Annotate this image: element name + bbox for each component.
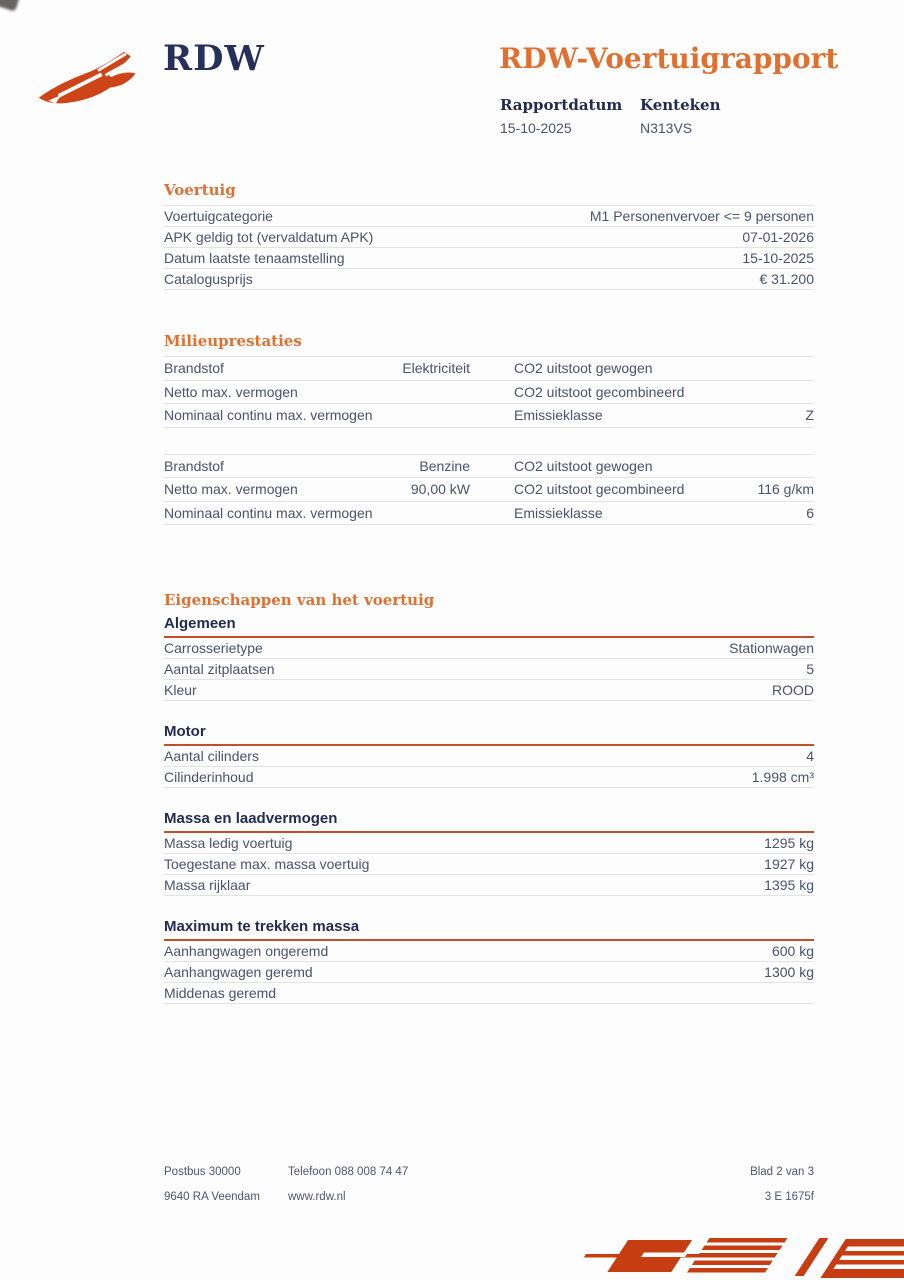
table-row <box>164 962 814 983</box>
rdw-stripes-graphic <box>504 1234 904 1280</box>
row-label: Brandstof <box>164 457 224 474</box>
row-value: 90,00 kW <box>410 481 470 498</box>
row-label: Nominaal continu max. vermogen <box>164 407 373 424</box>
table-row <box>164 502 814 526</box>
row-value: ROOD <box>772 682 814 698</box>
page-title: RDW-Voertuigrapport <box>499 42 839 75</box>
table-row <box>164 941 814 962</box>
row-value: 6 <box>806 504 814 521</box>
row-label: CO2 uitstoot gewogen <box>514 360 653 377</box>
table-row <box>164 638 814 659</box>
table-row <box>164 833 814 854</box>
footer-website: www.rdw.nl <box>288 1191 346 1203</box>
table-row <box>164 478 814 502</box>
row-label: CO2 uitstoot gewogen <box>514 457 653 474</box>
table-row <box>164 746 814 767</box>
row-value: Stationwagen <box>729 640 814 656</box>
report-date-label: Rapportdatum <box>500 96 623 114</box>
license-plate-label: Kenteken <box>640 96 721 114</box>
rdw-wordmark: RDW <box>163 38 265 79</box>
row-value: 1927 kg <box>764 856 814 872</box>
row-label: APK geldig tot (vervaldatum APK) <box>164 229 374 245</box>
table-row <box>164 357 814 381</box>
row-value: 07-01-2026 <box>742 229 814 245</box>
row-label: Massa ledig voertuig <box>164 835 293 851</box>
table-row <box>164 659 814 680</box>
subsection-massa <box>164 810 814 896</box>
page-footer <box>164 1166 814 1216</box>
row-label: CO2 uitstoot gecombineerd <box>514 383 685 400</box>
subsection-title: Motor <box>164 723 814 746</box>
footer-address-line2: 9640 RA Veendam <box>164 1191 260 1203</box>
section-title-voertuig: Voertuig <box>164 181 236 199</box>
subsection-title: Algemeen <box>164 615 814 638</box>
subsection-title: Massa en laadvermogen <box>164 810 814 833</box>
row-label: Toegestane max. massa voertuig <box>164 856 370 872</box>
row-label: Carrosserietype <box>164 640 263 656</box>
row-label: Middenas geremd <box>164 985 277 1001</box>
footer-form-code: 3 E 1675f <box>764 1191 814 1203</box>
table-row <box>164 455 814 479</box>
row-label: Emissieklasse <box>514 504 603 521</box>
row-label: Netto max. vermogen <box>164 383 298 400</box>
row-label: Kleur <box>164 682 197 698</box>
row-label: Voertuigcategorie <box>164 208 273 224</box>
table-row <box>164 680 814 701</box>
row-value: Z <box>805 407 814 424</box>
row-value: 1300 kg <box>764 964 814 980</box>
row-label: Brandstof <box>164 360 224 377</box>
table-row <box>164 767 814 788</box>
table-row <box>164 381 814 405</box>
table-row <box>164 404 814 428</box>
subsection-title: Maximum te trekken massa <box>164 918 814 941</box>
row-value: 1295 kg <box>764 835 814 851</box>
row-value: € 31.200 <box>759 271 814 287</box>
row-label: Aantal zitplaatsen <box>164 661 275 677</box>
footer-page-indicator: Blad 2 van 3 <box>750 1166 814 1178</box>
section-title-eigenschappen: Eigenschappen van het voertuig <box>164 591 435 609</box>
footer-phone: Telefoon 088 008 74 47 <box>288 1166 409 1178</box>
row-label: Nominaal continu max. vermogen <box>164 504 373 521</box>
section-title-milieuprestaties: Milieuprestaties <box>164 332 302 350</box>
row-value: 1395 kg <box>764 877 814 893</box>
table-row <box>164 269 814 290</box>
rdw-logo <box>36 46 158 117</box>
row-label: Massa rijklaar <box>164 877 251 893</box>
report-date-value: 15-10-2025 <box>500 120 572 136</box>
table-row <box>164 248 814 269</box>
voertuig-table <box>164 205 814 290</box>
row-label: Datum laatste tenaamstelling <box>164 250 345 266</box>
row-label: Emissieklasse <box>514 407 603 424</box>
subsection-algemeen <box>164 615 814 701</box>
row-label: Aantal cilinders <box>164 748 259 764</box>
row-value: M1 Personenvervoer <= 9 personen <box>589 208 814 224</box>
milieu-table-petrol <box>164 454 814 526</box>
row-value: 15-10-2025 <box>742 250 814 266</box>
speed-stripes-icon <box>504 1234 904 1278</box>
row-label: Catalogusprijs <box>164 271 253 287</box>
row-label: CO2 uitstoot gecombineerd <box>514 481 685 498</box>
row-value: Benzine <box>419 457 470 474</box>
milieu-table-electric <box>164 356 814 428</box>
subsection-trekken <box>164 918 814 1004</box>
row-label: Aanhangwagen geremd <box>164 964 313 980</box>
row-value: 4 <box>806 748 814 764</box>
row-label: Cilinderinhoud <box>164 769 254 785</box>
table-row <box>164 983 814 1004</box>
row-value: 1.998 cm³ <box>751 769 814 785</box>
scan-corner-artifact <box>0 0 20 12</box>
row-label: Netto max. vermogen <box>164 481 298 498</box>
row-value: 5 <box>806 661 814 677</box>
table-row <box>164 854 814 875</box>
report-meta <box>500 96 720 136</box>
row-label: Aanhangwagen ongeremd <box>164 943 329 959</box>
license-plate-value: N313VS <box>640 120 693 136</box>
row-value: 600 kg <box>771 943 814 959</box>
row-value: Elektriciteit <box>402 360 470 377</box>
report-body <box>164 181 814 1004</box>
row-value: 116 g/km <box>757 481 814 498</box>
subsection-motor <box>164 723 814 788</box>
rdw-wing-icon <box>36 46 158 112</box>
table-row <box>164 875 814 896</box>
table-row <box>164 227 814 248</box>
footer-address-line1: Postbus 30000 <box>164 1166 241 1178</box>
table-row <box>164 206 814 227</box>
